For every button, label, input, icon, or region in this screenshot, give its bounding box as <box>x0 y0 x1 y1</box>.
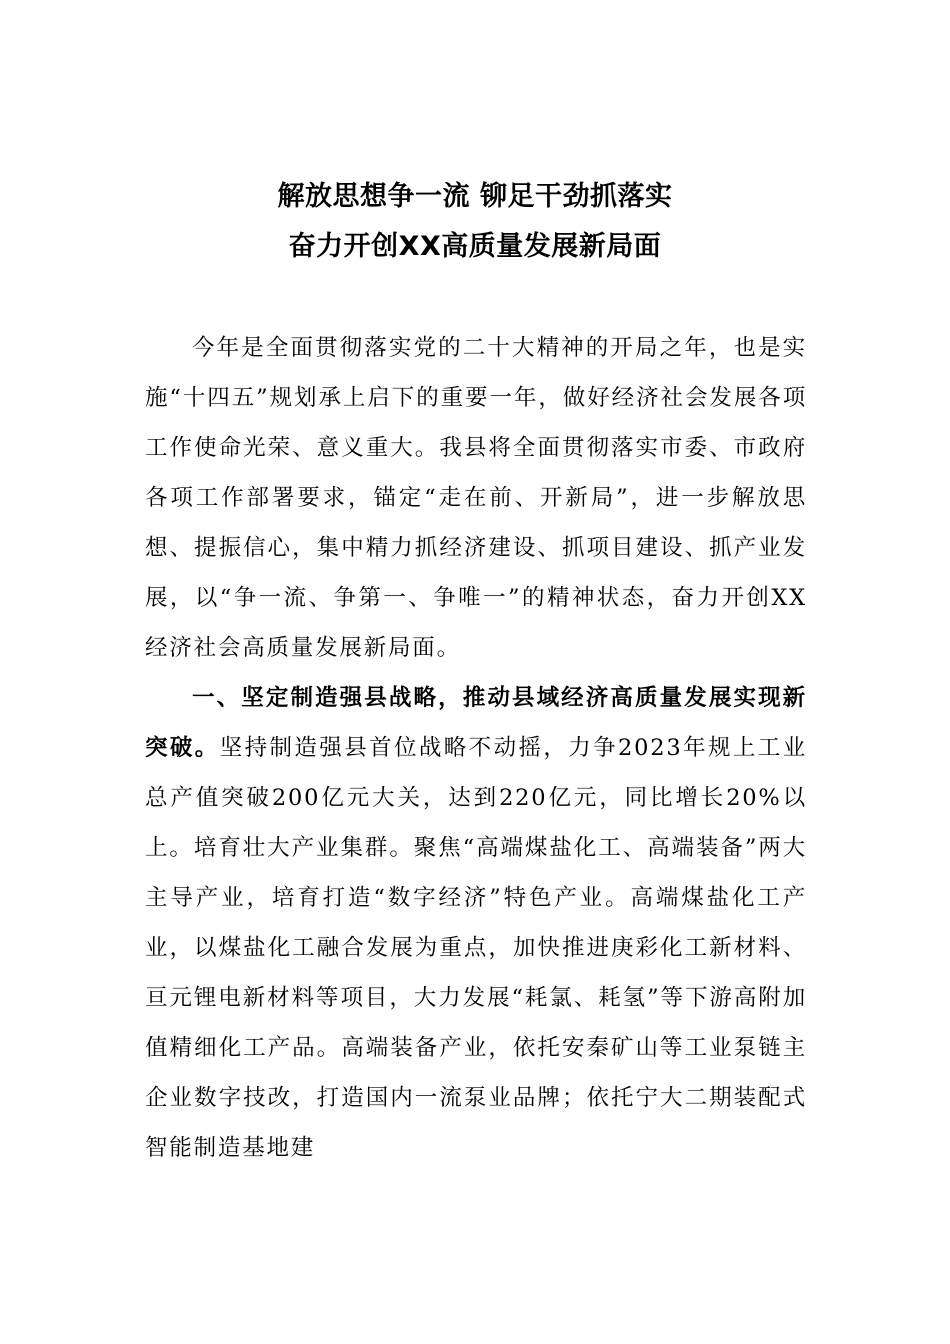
section-heading: 一、坚定制造强县战略，推动县域经济高质量发展实现新突破。 <box>145 685 807 761</box>
document-body <box>145 323 807 1173</box>
title-line-2: 奋力开创XX高质量发展新局面 <box>288 231 662 262</box>
document-title <box>0 172 950 272</box>
paragraph-intro <box>145 323 807 673</box>
paragraph-text: 坚持制造强县首位战略不动摇，力争2023年规上工业总产值突破200亿元大关，达到220亿元，同比增长20%以上。培育壮大产业集群。聚焦“高端煤盐化工、高端装备”两大主导产业，培育打造“数字经济”特色产业。高端煤盐化工产业，以煤盐化工融合发展为重点，加快推进庚彩化工新材料、亘元锂电新材料等项目，大力发展“耗氯、耗氢”等下游高附加值精细化工产品。高端装备产业，依托安秦矿山等工业泵链主企业数字技改，打造国内一流泵业品牌；依托宁大二期装配式智能制造基地建 <box>145 735 808 1161</box>
paragraph-text: 今年是全面贯彻落实党的二十大精神的开局之年，也是实施“十四五”规划承上启下的重要一年，做好经济社会发展各项工作使命光荣、意义重大。我县将全面贯彻落实市委、市政府各项工作部署要求，锚定“走在前、开新局”，进一步解放思想、提振信心，集中精力抓经济建设、抓项目建设、抓产业发展，以“争一流、争第一、争唯一”的精神状态，奋力开创XX经济社会高质量发展新局面。 <box>145 335 807 661</box>
title-line-1: 解放思想争一流 铆足干劲抓落实 <box>277 181 673 212</box>
paragraph-section-1 <box>145 673 807 1173</box>
